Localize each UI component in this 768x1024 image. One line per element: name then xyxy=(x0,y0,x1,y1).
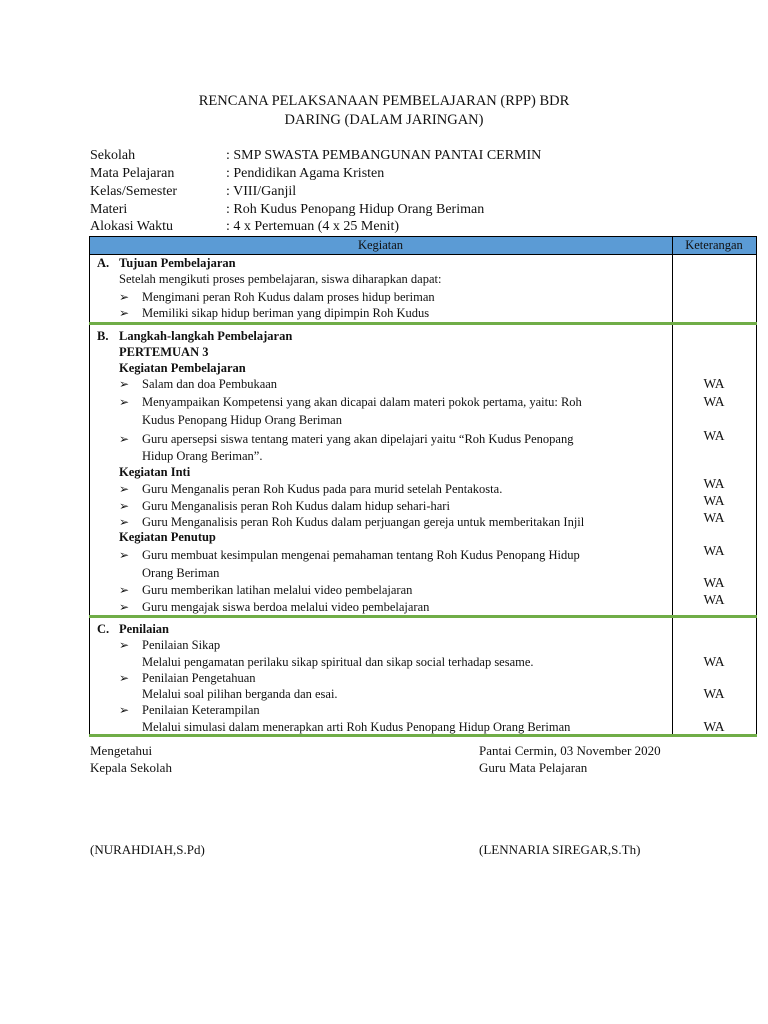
penilaian-label: Penilaian Keterampilan xyxy=(142,703,260,717)
header-kegiatan: Kegiatan xyxy=(357,238,404,252)
section-a-item: Mengimani peran Roh Kudus dalam proses hidup beriman xyxy=(142,290,435,304)
table-border-top xyxy=(89,236,757,237)
pembelajaran-item-cont: Hidup Orang Beriman”. xyxy=(142,449,263,463)
keterangan-wa: WA xyxy=(703,686,725,701)
bullet-arrow-icon: ➢ xyxy=(119,377,130,391)
info-value-kelas: : VIII/Ganjil xyxy=(226,184,297,199)
section-c-marker: C. xyxy=(97,622,110,636)
kegiatan-penutup-title: Kegiatan Penutup xyxy=(119,530,216,544)
info-value-mata-pelajaran: : Pendidikan Agama Kristen xyxy=(226,166,385,181)
keterangan-wa: WA xyxy=(703,543,725,558)
section-a-title: Tujuan Pembelajaran xyxy=(119,256,236,270)
bullet-arrow-icon: ➢ xyxy=(119,482,130,496)
bullet-arrow-icon: ➢ xyxy=(119,290,130,304)
info-label-alokasi: Alokasi Waktu xyxy=(90,219,173,234)
bullet-arrow-icon: ➢ xyxy=(119,671,130,685)
keterangan-wa: WA xyxy=(703,376,725,391)
info-value-materi: : Roh Kudus Penopang Hidup Orang Beriman xyxy=(226,202,485,217)
section-b-title: Langkah-langkah Pembelajaran xyxy=(119,329,293,343)
bullet-arrow-icon: ➢ xyxy=(119,600,130,614)
info-value-sekolah: : SMP SWASTA PEMBANGUNAN PANTAI CERMIN xyxy=(226,148,542,163)
pembelajaran-item: Menyampaikan Kompetensi yang akan dicapai dalam materi pokok pertama, yaitu: Roh xyxy=(142,395,582,409)
bullet-arrow-icon: ➢ xyxy=(119,548,130,562)
signature-left-line1: Mengetahui xyxy=(90,743,153,758)
signature-right-name: (LENNARIA SIREGAR,S.Th) xyxy=(479,842,641,857)
bullet-arrow-icon: ➢ xyxy=(119,306,130,320)
inti-item: Guru Menganalisis peran Roh Kudus dalam hidup sehari-hari xyxy=(142,499,450,513)
signature-right-line1: Pantai Cermin, 03 November 2020 xyxy=(479,743,661,758)
keterangan-wa: WA xyxy=(703,428,725,443)
inti-item: Guru Menganalisis peran Roh Kudus dalam perjuangan gereja untuk memberitakan Injil xyxy=(142,515,585,529)
keterangan-wa: WA xyxy=(703,510,725,525)
inti-item: Guru Menganalis peran Roh Kudus pada para murid setelah Pentakosta. xyxy=(142,482,503,496)
penilaian-label: Penilaian Sikap xyxy=(142,638,221,652)
bullet-arrow-icon: ➢ xyxy=(119,395,130,409)
bullet-arrow-icon: ➢ xyxy=(119,638,130,652)
keterangan-wa: WA xyxy=(703,476,725,491)
penilaian-desc: Melalui simulasi dalam menerapkan arti Roh Kudus Penopang Hidup Orang Beriman xyxy=(142,720,571,734)
info-label-sekolah: Sekolah xyxy=(90,148,136,163)
table-border-left xyxy=(89,236,90,736)
bullet-arrow-icon: ➢ xyxy=(119,432,130,446)
kegiatan-inti-title: Kegiatan Inti xyxy=(119,465,191,479)
penutup-item: Guru membuat kesimpulan mengenai pemahaman tentang Roh Kudus Penopang Hidup xyxy=(142,548,580,562)
pembelajaran-item: Salam dan doa Pembukaan xyxy=(142,377,278,391)
info-value-alokasi: : 4 x Pertemuan (4 x 25 Menit) xyxy=(226,219,400,234)
penutup-item: Guru memberikan latihan melalui video pembelajaran xyxy=(142,583,413,597)
kegiatan-pembelajaran-title: Kegiatan Pembelajaran xyxy=(119,361,246,375)
table-border-header xyxy=(89,254,757,255)
signature-left-line2: Kepala Sekolah xyxy=(90,760,172,775)
penutup-item-cont: Orang Beriman xyxy=(142,566,220,580)
document-title-line1: RENCANA PELAKSANAAN PEMBELAJARAN (RPP) BDR xyxy=(198,93,570,109)
info-label-kelas: Kelas/Semester xyxy=(90,184,178,199)
keterangan-wa: WA xyxy=(703,575,725,590)
document-title-line2: DARING (DALAM JARINGAN) xyxy=(284,112,484,128)
pembelajaran-item-cont: Kudus Penopang Hidup Orang Beriman xyxy=(142,413,342,427)
section-a-item: Memiliki sikap hidup beriman yang dipimpin Roh Kudus xyxy=(142,306,430,320)
keterangan-wa: WA xyxy=(703,592,725,607)
separator-a-b xyxy=(89,322,757,325)
penilaian-desc: Melalui soal pilihan berganda dan esai. xyxy=(142,687,338,701)
keterangan-wa: WA xyxy=(703,719,725,734)
bullet-arrow-icon: ➢ xyxy=(119,703,130,717)
pertemuan-label: PERTEMUAN 3 xyxy=(119,345,209,359)
section-a-marker: A. xyxy=(97,256,110,270)
bullet-arrow-icon: ➢ xyxy=(119,515,130,529)
section-c-title: Penilaian xyxy=(119,622,170,636)
penutup-item: Guru mengajak siswa berdoa melalui video pembelajaran xyxy=(142,600,430,614)
separator-b-c xyxy=(89,615,757,618)
keterangan-wa: WA xyxy=(703,394,725,409)
keterangan-wa: WA xyxy=(703,493,725,508)
info-label-materi: Materi xyxy=(90,202,128,217)
penilaian-label: Penilaian Pengetahuan xyxy=(142,671,256,685)
section-a-intro: Setelah mengikuti proses pembelajaran, siswa diharapkan dapat: xyxy=(119,272,442,286)
signature-left-name: (NURAHDIAH,S.Pd) xyxy=(90,842,205,857)
header-keterangan: Keterangan xyxy=(685,238,743,252)
bullet-arrow-icon: ➢ xyxy=(119,499,130,513)
keterangan-wa: WA xyxy=(703,654,725,669)
table-border-right xyxy=(756,236,757,736)
bullet-arrow-icon: ➢ xyxy=(119,583,130,597)
info-label-mata-pelajaran: Mata Pelajaran xyxy=(90,166,175,181)
signature-right-line2: Guru Mata Pelajaran xyxy=(479,760,588,775)
pembelajaran-item: Guru apersepsi siswa tentang materi yang akan dipelajari yaitu “Roh Kudus Penopang xyxy=(142,432,574,446)
penilaian-desc: Melalui pengamatan perilaku sikap spiritual dan sikap social terhadap sesame. xyxy=(142,655,534,669)
section-b-marker: B. xyxy=(97,329,109,343)
